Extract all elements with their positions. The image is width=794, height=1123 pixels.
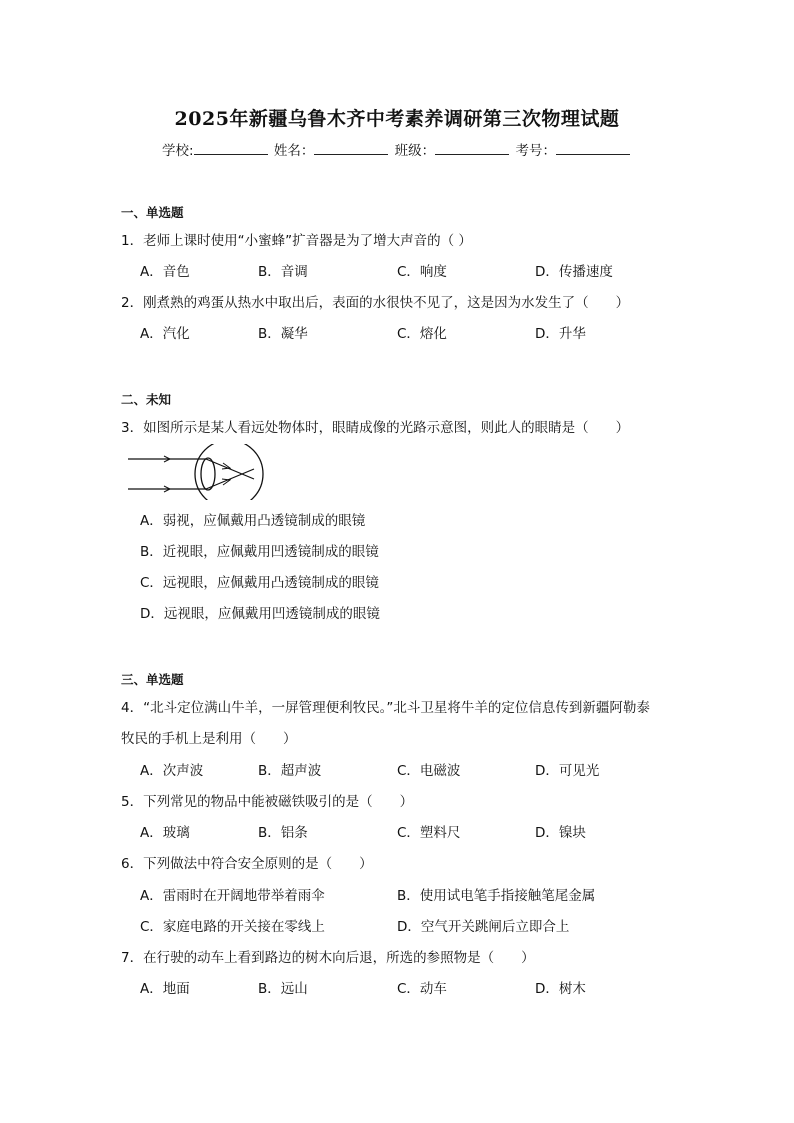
question-1-option-b: B．音调 xyxy=(258,264,308,280)
question-3-option-b: B．近视眼，应佩戴用凹透镜制成的眼镜 xyxy=(140,544,379,560)
question-6-option-a: A．雷雨时在开阔地带举着雨伞 xyxy=(140,888,325,904)
question-7-option-d: D．树木 xyxy=(535,981,586,997)
name-blank[interactable] xyxy=(314,142,388,155)
question-5-option-c: C．塑料尺 xyxy=(397,825,461,841)
section-heading-3: 三、单选题 xyxy=(121,672,184,687)
question-3-stem: 3．如图所示是某人看远处物体时，眼睛成像的光路示意图，则此人的眼睛是（ ） xyxy=(121,420,630,436)
crystalline-lens xyxy=(201,458,215,490)
question-5-option-b: B．铝条 xyxy=(258,825,308,841)
question-2-option-c: C．熔化 xyxy=(397,326,447,342)
question-1-option-d: D．传播速度 xyxy=(535,264,613,280)
section-heading-2: 二、未知 xyxy=(121,392,172,407)
question-4-option-b: B．超声波 xyxy=(258,763,322,779)
question-3-option-d: D．远视眼，应佩戴用凹透镜制成的眼镜 xyxy=(140,606,380,622)
name-label: 姓名： xyxy=(273,143,315,159)
question-6-option-b: B．使用试电笔手指接触笔尾金属 xyxy=(397,888,596,904)
refracted-ray-bottom xyxy=(206,469,254,489)
question-5-option-a: A．玻璃 xyxy=(140,825,190,841)
eyeball-outline xyxy=(195,444,263,500)
question-1-option-c: C．响度 xyxy=(397,264,447,280)
class-label: 班级： xyxy=(394,143,436,159)
question-4-stem-line-1: 4．“北斗定位满山牛羊，一屏管理便利牧民。”北斗卫星将牛羊的定位信息传到新疆阿勒泰 xyxy=(121,700,650,716)
question-7-option-c: C．动车 xyxy=(397,981,447,997)
section-heading-1: 一、单选题 xyxy=(121,205,184,220)
exam-title: 2025年新疆乌鲁木齐中考素养调研第三次物理试题 xyxy=(174,108,620,130)
question-2-option-a: A．汽化 xyxy=(140,326,190,342)
refracted-ray-top xyxy=(206,459,254,479)
question-7-stem: 7．在行驶的动车上看到路边的树木向后退，所选的参照物是（ ） xyxy=(121,950,535,966)
question-3-option-c: C．远视眼，应佩戴用凸透镜制成的眼镜 xyxy=(140,575,379,591)
question-4-option-c: C．电磁波 xyxy=(397,763,461,779)
question-6-stem: 6．下列做法中符合安全原则的是（ ） xyxy=(121,856,373,872)
exam-number-label: 考号： xyxy=(515,143,556,159)
question-2-option-d: D．升华 xyxy=(535,326,586,342)
question-2-stem: 2．刚煮熟的鸡蛋从热水中取出后，表面的水很快不见了，这是因为水发生了（ ） xyxy=(121,295,630,311)
question-6-option-c: C．家庭电路的开关接在零线上 xyxy=(140,919,325,935)
question-6-option-d: D．空气开关跳闸后立即合上 xyxy=(397,919,570,935)
school-blank[interactable] xyxy=(194,142,268,155)
class-blank[interactable] xyxy=(435,142,509,155)
school-label: 学校: xyxy=(162,143,194,159)
eye-light-path-diagram xyxy=(126,444,268,500)
question-7-option-a: A．地面 xyxy=(140,981,190,997)
question-4-option-a: A．次声波 xyxy=(140,763,204,779)
question-1-stem: 1．老师上课时使用“小蜜蜂”扩音器是为了增大声音的（ ） xyxy=(121,233,472,249)
question-3-option-a: A．弱视，应佩戴用凸透镜制成的眼镜 xyxy=(140,513,366,529)
question-2-option-b: B．凝华 xyxy=(258,326,308,342)
question-7-option-b: B．远山 xyxy=(258,981,308,997)
question-5-option-d: D．镍块 xyxy=(535,825,586,841)
question-5-stem: 5．下列常见的物品中能被磁铁吸引的是（ ） xyxy=(121,794,414,810)
question-4-stem-line-2: 牧民的手机上是利用（ ） xyxy=(121,731,297,747)
exam-number-blank[interactable] xyxy=(556,142,630,155)
question-1-option-a: A．音色 xyxy=(140,264,190,280)
question-4-option-d: D．可见光 xyxy=(535,763,600,779)
student-info-line xyxy=(0,139,794,159)
